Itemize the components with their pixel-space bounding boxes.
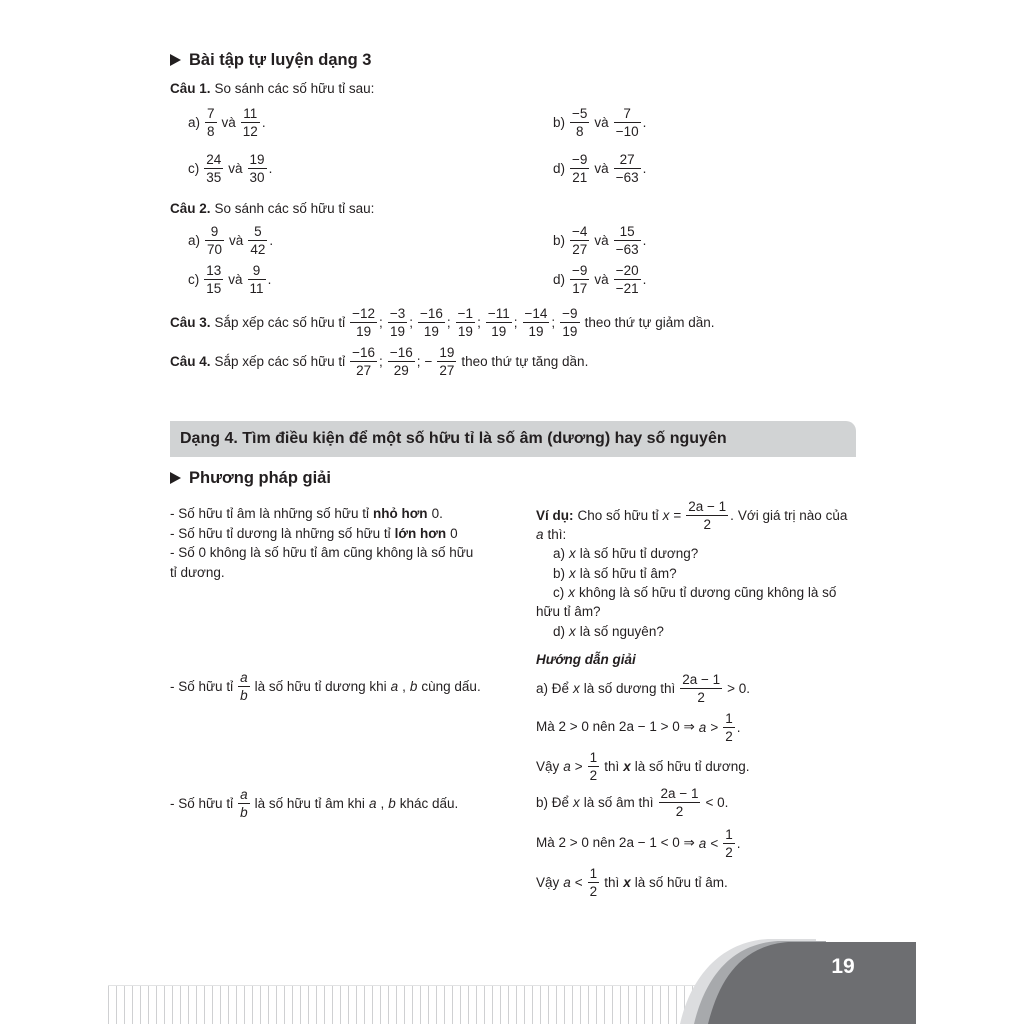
rule-text: khác dấu. bbox=[399, 795, 459, 811]
variable: a bbox=[563, 758, 571, 774]
example-text: Với giá trị nào của bbox=[737, 507, 848, 523]
example-text: thì: bbox=[547, 526, 567, 542]
question-text: là số hữu tỉ âm? bbox=[579, 565, 677, 581]
fraction bbox=[350, 345, 377, 378]
solution-text: thì bbox=[604, 874, 620, 890]
solution-text: b) Để bbox=[536, 794, 570, 810]
numerator: 11 bbox=[241, 106, 260, 123]
question-text: hữu tỉ âm? bbox=[536, 603, 601, 619]
numerator: 5 bbox=[248, 224, 267, 241]
separator: ; bbox=[551, 314, 556, 330]
denominator: 17 bbox=[572, 280, 588, 296]
rule-text: cùng dấu. bbox=[421, 678, 481, 694]
period: . bbox=[642, 232, 647, 248]
question-3 bbox=[170, 302, 714, 342]
numerator: −3 bbox=[389, 305, 406, 321]
order-text: theo thứ tự tăng dần. bbox=[461, 353, 589, 369]
fraction bbox=[680, 672, 722, 705]
fraction bbox=[588, 866, 600, 899]
fraction bbox=[241, 106, 260, 139]
rule-emphasis: lớn hơn bbox=[394, 525, 447, 541]
denominator: 12 bbox=[242, 123, 258, 139]
item-label: a) bbox=[188, 114, 201, 130]
equals-sign: = bbox=[673, 507, 682, 523]
question-text: Sắp xếp các số hữu tỉ bbox=[214, 353, 346, 369]
question-4 bbox=[170, 341, 588, 381]
numerator: −11 bbox=[487, 305, 510, 321]
solution-text: là số âm thì bbox=[583, 794, 654, 810]
rule-text: - Số 0 không là số hữu tỉ âm cũng không là số hữu bbox=[170, 544, 474, 560]
rule-text: - Số hữu tỉ dương là những số hữu tỉ bbox=[170, 525, 391, 541]
question-label: Câu 2. bbox=[170, 200, 211, 216]
rule-text: là số hữu tỉ dương khi bbox=[254, 678, 387, 694]
variable: a bbox=[368, 795, 377, 811]
variable: a bbox=[698, 835, 707, 851]
denominator: b bbox=[240, 804, 248, 820]
numerator: 13 bbox=[206, 262, 222, 278]
method-heading-text: Phương pháp giải bbox=[189, 468, 331, 487]
denominator: −63 bbox=[615, 169, 639, 185]
variable: x bbox=[569, 565, 576, 581]
conjunction: và bbox=[221, 114, 236, 130]
fraction bbox=[588, 750, 600, 783]
fraction bbox=[238, 787, 250, 820]
rule-text: 0. bbox=[431, 505, 443, 521]
numerator: 1 bbox=[589, 865, 598, 881]
period: . bbox=[736, 835, 741, 851]
period: . bbox=[269, 232, 274, 248]
separator: ; bbox=[416, 353, 421, 369]
period: . bbox=[642, 160, 647, 176]
fraction bbox=[350, 306, 377, 339]
numerator: −16 bbox=[389, 344, 413, 360]
item-label: b) bbox=[553, 565, 566, 581]
comparison-item bbox=[553, 102, 646, 142]
comparison-item bbox=[553, 259, 646, 299]
item-label: d) bbox=[553, 623, 566, 639]
method-heading bbox=[170, 458, 331, 498]
question-label: Câu 1. bbox=[170, 80, 211, 96]
denominator: 8 bbox=[207, 123, 215, 139]
item-label: c) bbox=[553, 584, 565, 600]
fraction bbox=[723, 711, 735, 744]
example-statement bbox=[536, 495, 847, 535]
period: . bbox=[642, 271, 647, 287]
inequality: < 0. bbox=[705, 794, 729, 810]
numerator: 1 bbox=[589, 749, 598, 765]
conjunction: và bbox=[594, 160, 609, 176]
separator: ; bbox=[446, 314, 451, 330]
variable: x bbox=[569, 623, 576, 639]
fraction bbox=[570, 224, 589, 257]
period: . bbox=[267, 271, 272, 287]
question-text: So sánh các số hữu tỉ sau: bbox=[214, 200, 375, 216]
solution-text: a) Để bbox=[536, 680, 570, 696]
solution-text: Vậy bbox=[536, 758, 560, 774]
fraction bbox=[418, 306, 445, 339]
solution-text: là số hữu tỉ âm. bbox=[634, 874, 728, 890]
solution-text: là số hữu tỉ dương. bbox=[634, 758, 750, 774]
numerator: a bbox=[240, 669, 248, 685]
numerator: 19 bbox=[439, 344, 455, 360]
numerator: 7 bbox=[207, 105, 215, 121]
denominator: 29 bbox=[393, 362, 409, 378]
numerator: 2a − 1 bbox=[682, 671, 721, 687]
fraction bbox=[614, 224, 641, 257]
item-label: c) bbox=[188, 271, 200, 287]
denominator: 19 bbox=[528, 323, 544, 339]
conjunction: và bbox=[594, 232, 609, 248]
variable: b bbox=[409, 678, 418, 694]
denominator: 19 bbox=[562, 323, 578, 339]
fraction bbox=[248, 224, 267, 257]
rule-text: - Số hữu tỉ âm là những số hữu tỉ bbox=[170, 505, 369, 521]
numerator: 9 bbox=[205, 224, 224, 241]
fraction bbox=[614, 106, 641, 139]
fraction bbox=[570, 152, 589, 185]
denominator: 2 bbox=[589, 883, 598, 899]
sign-rule-negative bbox=[170, 783, 458, 823]
fraction bbox=[204, 152, 223, 185]
denominator: −10 bbox=[615, 123, 639, 139]
solution-text: Vậy bbox=[536, 874, 560, 890]
comma: , bbox=[380, 795, 385, 811]
denominator: 21 bbox=[572, 169, 588, 185]
variable: b bbox=[388, 795, 396, 811]
example-label: Ví dụ: bbox=[536, 507, 574, 523]
item-label: a) bbox=[188, 232, 201, 248]
denominator: 11 bbox=[249, 280, 264, 296]
separator: ; bbox=[379, 314, 383, 330]
numerator: −9 bbox=[572, 262, 588, 278]
relation: < bbox=[710, 835, 719, 851]
question-label: Câu 4. bbox=[170, 353, 211, 369]
denominator: 27 bbox=[572, 241, 588, 257]
solution-conclusion-b bbox=[536, 862, 728, 902]
rule-text: 0 bbox=[450, 525, 458, 541]
numerator: 7 bbox=[614, 106, 641, 123]
fraction bbox=[437, 345, 456, 378]
item-label: b) bbox=[553, 114, 566, 130]
period: . bbox=[261, 114, 266, 130]
question-text: là số nguyên? bbox=[579, 623, 664, 639]
conjunction: và bbox=[594, 114, 609, 130]
numerator: −9 bbox=[572, 151, 588, 167]
variable: a bbox=[536, 526, 544, 542]
inequality: > 0. bbox=[727, 680, 751, 696]
numerator: 24 bbox=[206, 151, 222, 167]
numerator: 1 bbox=[725, 710, 733, 726]
sign-rule-positive bbox=[170, 666, 481, 706]
minus-sign: − bbox=[424, 353, 433, 369]
example-text: Cho số hữu tỉ bbox=[577, 507, 659, 523]
fraction bbox=[614, 263, 641, 296]
denominator: 2 bbox=[675, 803, 684, 819]
denominator: −21 bbox=[615, 280, 639, 296]
solution-conclusion-a bbox=[536, 746, 749, 786]
period: . bbox=[268, 160, 273, 176]
item-label: d) bbox=[553, 160, 566, 176]
denominator: 27 bbox=[356, 362, 372, 378]
fraction bbox=[723, 827, 735, 860]
question-text: Sắp xếp các số hữu tỉ bbox=[214, 314, 346, 330]
variable: x bbox=[662, 507, 670, 523]
solution-heading-text: Hướng dẫn giải bbox=[536, 651, 636, 667]
question-text: không là số hữu tỉ dương cũng không là số bbox=[579, 584, 837, 600]
numerator: a bbox=[240, 786, 248, 802]
comparison-item bbox=[553, 220, 646, 260]
separator: ; bbox=[513, 314, 518, 330]
denominator: 2 bbox=[589, 767, 598, 783]
fraction bbox=[248, 263, 266, 296]
numerator: −16 bbox=[352, 344, 376, 360]
relation: > bbox=[574, 758, 583, 774]
numerator: 2a − 1 bbox=[660, 785, 699, 801]
denominator: 2 bbox=[725, 728, 733, 744]
question-text: So sánh các số hữu tỉ sau: bbox=[214, 80, 375, 96]
numerator: −1 bbox=[457, 305, 474, 321]
fraction bbox=[248, 152, 267, 185]
section-banner-text: Dạng 4. Tìm điều kiện để một số hữu tỉ là số âm (dương) hay số nguyên bbox=[180, 430, 727, 447]
comparison-item bbox=[188, 148, 272, 188]
comparison-item bbox=[553, 148, 646, 188]
fraction bbox=[238, 670, 250, 703]
fraction bbox=[205, 106, 217, 139]
page-number: 19 bbox=[831, 955, 855, 978]
fraction bbox=[614, 152, 641, 185]
denominator: 2 bbox=[703, 516, 711, 532]
solution-text: thì bbox=[604, 758, 620, 774]
fraction bbox=[659, 786, 701, 819]
denominator: 19 bbox=[356, 323, 372, 339]
comparison-item bbox=[188, 102, 266, 142]
item-label: d) bbox=[553, 271, 566, 287]
denominator: 35 bbox=[206, 169, 222, 185]
separator: ; bbox=[409, 314, 413, 330]
fraction bbox=[205, 224, 224, 257]
solution-step-a bbox=[536, 707, 740, 747]
solution-text: là số dương thì bbox=[583, 680, 676, 696]
footer-page-tab bbox=[676, 938, 916, 1024]
denominator: −63 bbox=[615, 241, 639, 257]
fraction bbox=[570, 106, 589, 139]
triangle-bullet-icon bbox=[170, 54, 181, 66]
variable: x bbox=[623, 758, 631, 774]
item-label: a) bbox=[553, 545, 566, 561]
fraction bbox=[204, 263, 223, 296]
numerator: −12 bbox=[352, 305, 376, 321]
numerator: 2a − 1 bbox=[688, 498, 727, 514]
rule-text: - Số hữu tỉ bbox=[170, 795, 234, 811]
variable: x bbox=[568, 584, 575, 600]
numerator: −9 bbox=[562, 305, 578, 321]
rule-text: - Số hữu tỉ bbox=[170, 678, 234, 694]
item-label: c) bbox=[188, 160, 200, 176]
separator: ; bbox=[477, 314, 481, 330]
denominator: 8 bbox=[575, 123, 584, 139]
period: . bbox=[642, 114, 647, 130]
variable: x bbox=[573, 680, 580, 696]
numerator: −4 bbox=[572, 223, 588, 239]
solution-step-b bbox=[536, 823, 740, 863]
fraction bbox=[486, 306, 512, 339]
numerator: 27 bbox=[614, 152, 641, 169]
solution-condition-b bbox=[536, 782, 728, 822]
fraction bbox=[570, 263, 589, 296]
denominator: 19 bbox=[491, 323, 507, 339]
comparison-item bbox=[188, 220, 273, 260]
conjunction: và bbox=[229, 232, 244, 248]
numerator: −20 bbox=[615, 262, 639, 278]
exercise-heading-text: Bài tập tự luyện dạng 3 bbox=[189, 50, 372, 69]
question-label: Câu 3. bbox=[170, 314, 211, 330]
variable: x bbox=[623, 874, 631, 890]
fraction bbox=[686, 499, 728, 532]
order-text: theo thứ tự giảm dần. bbox=[584, 314, 715, 330]
fraction bbox=[560, 306, 579, 339]
variable: x bbox=[573, 794, 580, 810]
relation: < bbox=[574, 874, 583, 890]
rule-zero-continued bbox=[170, 552, 225, 592]
period: . bbox=[736, 719, 741, 735]
numerator: −16 bbox=[419, 305, 443, 321]
fraction bbox=[523, 306, 550, 339]
fraction bbox=[456, 306, 475, 339]
variable: a bbox=[698, 719, 707, 735]
denominator: b bbox=[240, 687, 248, 703]
denominator: 19 bbox=[457, 323, 473, 339]
numerator: 1 bbox=[725, 826, 733, 842]
numerator: 15 bbox=[614, 224, 641, 241]
denominator: 27 bbox=[439, 362, 455, 378]
denominator: 15 bbox=[206, 280, 222, 296]
conjunction: và bbox=[228, 160, 243, 176]
triangle-bullet-icon bbox=[170, 472, 181, 484]
solution-condition-a bbox=[536, 668, 750, 708]
denominator: 2 bbox=[697, 689, 705, 705]
separator: ; bbox=[379, 353, 383, 369]
question-text: là số hữu tỉ dương? bbox=[579, 545, 699, 561]
variable: a bbox=[390, 678, 399, 694]
section-banner bbox=[170, 421, 856, 457]
denominator: 42 bbox=[250, 241, 266, 257]
rule-emphasis: nhỏ hơn bbox=[372, 505, 428, 521]
variable: a bbox=[563, 874, 571, 890]
denominator: 19 bbox=[423, 323, 439, 339]
relation: > bbox=[710, 719, 719, 735]
solution-text: Mà 2 > 0 nên 2a − 1 > 0 ⇒ bbox=[536, 719, 695, 734]
comma: , bbox=[402, 678, 406, 694]
conjunction: và bbox=[228, 271, 243, 287]
denominator: 2 bbox=[725, 844, 733, 860]
numerator: 9 bbox=[248, 263, 266, 280]
fraction bbox=[388, 306, 407, 339]
period: . bbox=[730, 507, 734, 523]
solution-text: Mà 2 > 0 nên 2a − 1 < 0 ⇒ bbox=[536, 835, 695, 850]
denominator: 70 bbox=[207, 241, 223, 257]
footer-ruled-texture bbox=[108, 985, 708, 1024]
numerator: −14 bbox=[524, 305, 548, 321]
fraction bbox=[388, 345, 415, 378]
denominator: 19 bbox=[390, 323, 406, 339]
conjunction: và bbox=[594, 271, 609, 287]
denominator: 30 bbox=[249, 169, 265, 185]
numerator: 19 bbox=[249, 151, 265, 167]
item-label: b) bbox=[553, 232, 566, 248]
comparison-item bbox=[188, 259, 271, 299]
numerator: −5 bbox=[572, 105, 588, 121]
rule-text: là số hữu tỉ âm khi bbox=[254, 795, 365, 811]
variable: x bbox=[569, 545, 576, 561]
rule-text: tỉ dương. bbox=[170, 564, 225, 580]
